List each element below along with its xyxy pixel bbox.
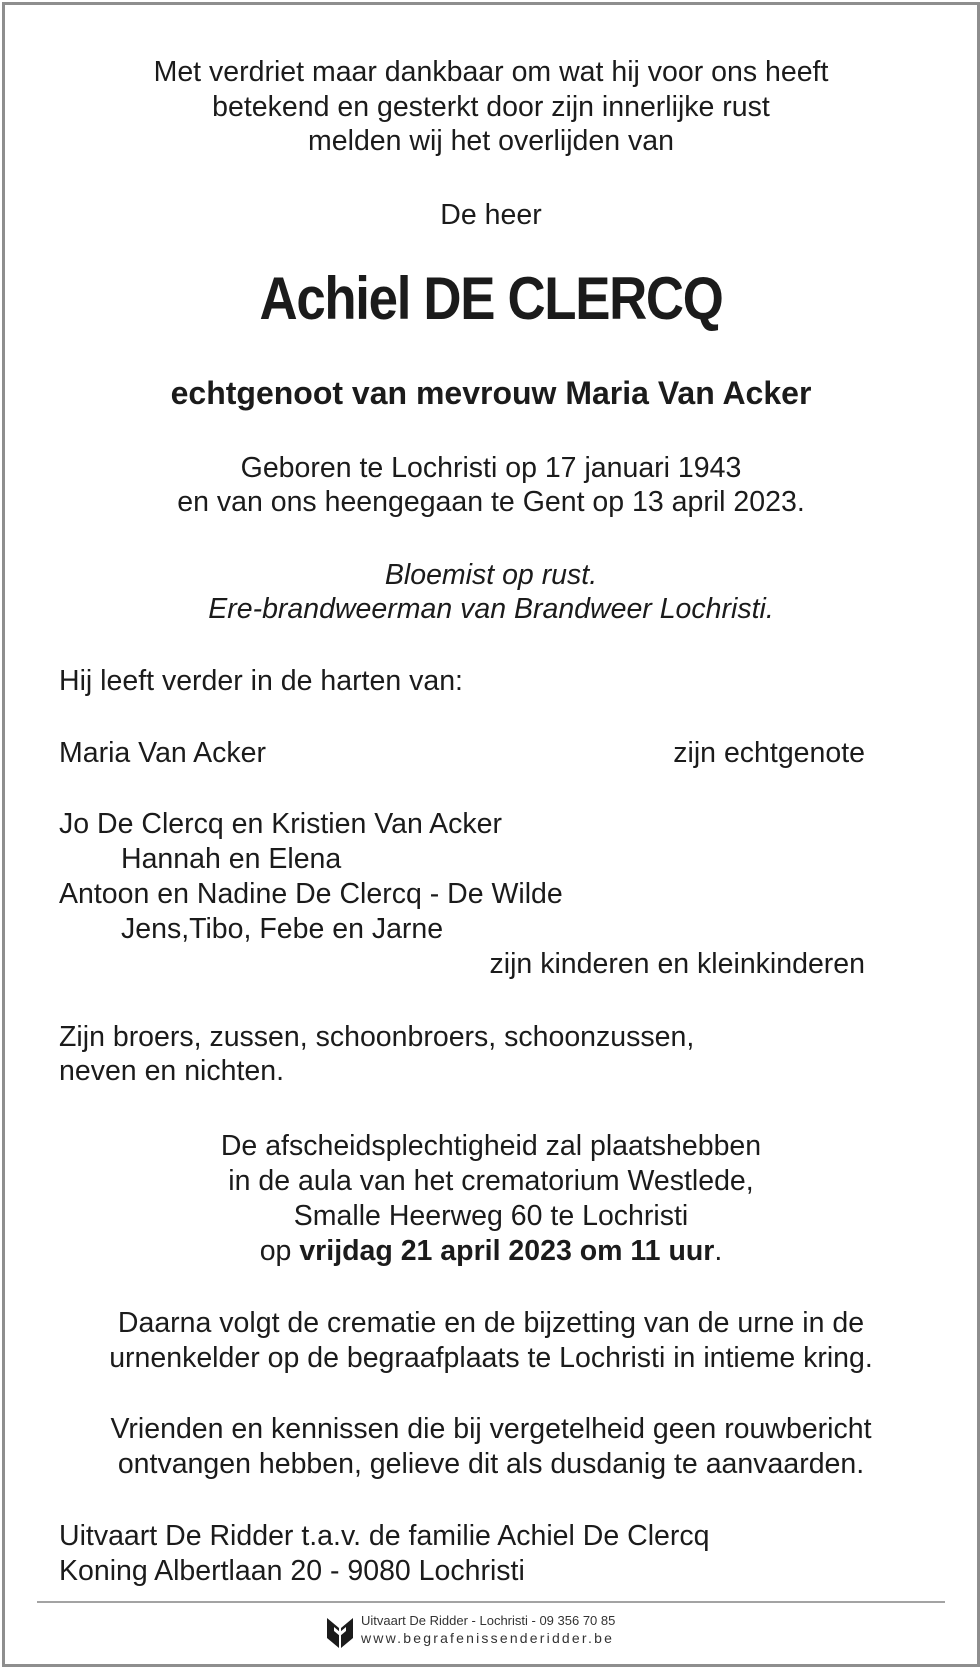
intro-line-3: melden wij het overlijden van [308, 125, 674, 157]
title-line-2: Ere-brandweerman van Brandweer Lochristi. [208, 593, 774, 625]
spouse-subtitle: echtgenoot van mevrouw Maria Van Acker [170, 375, 812, 411]
death-line: en van ons heengegaan te Gent op 13 april 2023. [177, 486, 805, 518]
notice-line-2: ontvangen hebben, gelieve dit als dusdanig te aanvaarden. [117, 1448, 865, 1480]
ceremony-date-suffix: . [714, 1235, 723, 1267]
intro-line-2: betekend en gesterkt door zijn innerlijke rust [212, 91, 770, 123]
ceremony-date-prefix: op [259, 1235, 300, 1267]
address-line-2: Koning Albertlaan 20 - 9080 Lochristi [59, 1555, 525, 1587]
relatives-line-1: Zijn broers, zussen, schoonbroers, schoonzussen, [59, 1021, 695, 1053]
ceremony-line-1: De afscheidsplechtigheid zal plaatshebben [220, 1130, 762, 1162]
spouse-name: Maria Van Acker [59, 737, 266, 769]
address-line-1: Uitvaart De Ridder t.a.v. de familie Achiel De Clercq [59, 1520, 710, 1552]
children-relation: zijn kinderen en kleinkinderen [489, 948, 865, 980]
child-line-2: Antoon en Nadine De Clercq - De Wilde [59, 878, 563, 910]
ceremony-line-2: in de aula van het crematorium Westlede, [228, 1165, 754, 1197]
cremation-line-1: Daarna volgt de crematie en de bijzetting van de urne in de [117, 1307, 865, 1339]
ceremony-date-bold: vrijdag 21 april 2023 om 11 uur [299, 1235, 715, 1267]
funeral-home-logo-icon [326, 1617, 354, 1649]
deceased-name: Achiel DE CLERCQ [259, 265, 723, 332]
footer-divider [37, 1601, 945, 1603]
birth-line: Geboren te Lochristi op 17 januari 1943 [240, 452, 742, 484]
intro-line-1: Met verdriet maar dankbaar om wat hij voor ons heeft [153, 56, 829, 88]
obituary-card [2, 2, 980, 1667]
grandchildren-line-1: Hannah en Elena [121, 843, 342, 875]
child-line-1: Jo De Clercq en Kristien Van Acker [59, 808, 503, 840]
cremation-line-2: urnenkelder op de begraafplaats te Lochristi in intieme kring. [109, 1342, 873, 1374]
ceremony-line-3: Smalle Heerweg 60 te Lochristi [293, 1200, 689, 1232]
grandchildren-line-2: Jens,Tibo, Febe en Jarne [121, 913, 444, 945]
salutation: De heer [440, 199, 542, 231]
relatives-line-2: neven en nichten. [59, 1055, 285, 1087]
title-line-1: Bloemist op rust. [384, 559, 598, 591]
survivors-intro: Hij leeft verder in de harten van: [59, 665, 463, 697]
spouse-relation: zijn echtgenote [673, 737, 865, 769]
notice-line-1: Vrienden en kennissen die bij vergetelheid geen rouwbericht [110, 1413, 872, 1445]
footer-contact: Uitvaart De Ridder - Lochristi - 09 356 70 85 [361, 1613, 616, 1628]
footer-website: www.begrafenissenderidder.be [361, 1630, 615, 1646]
ceremony-date [5, 1234, 977, 1269]
